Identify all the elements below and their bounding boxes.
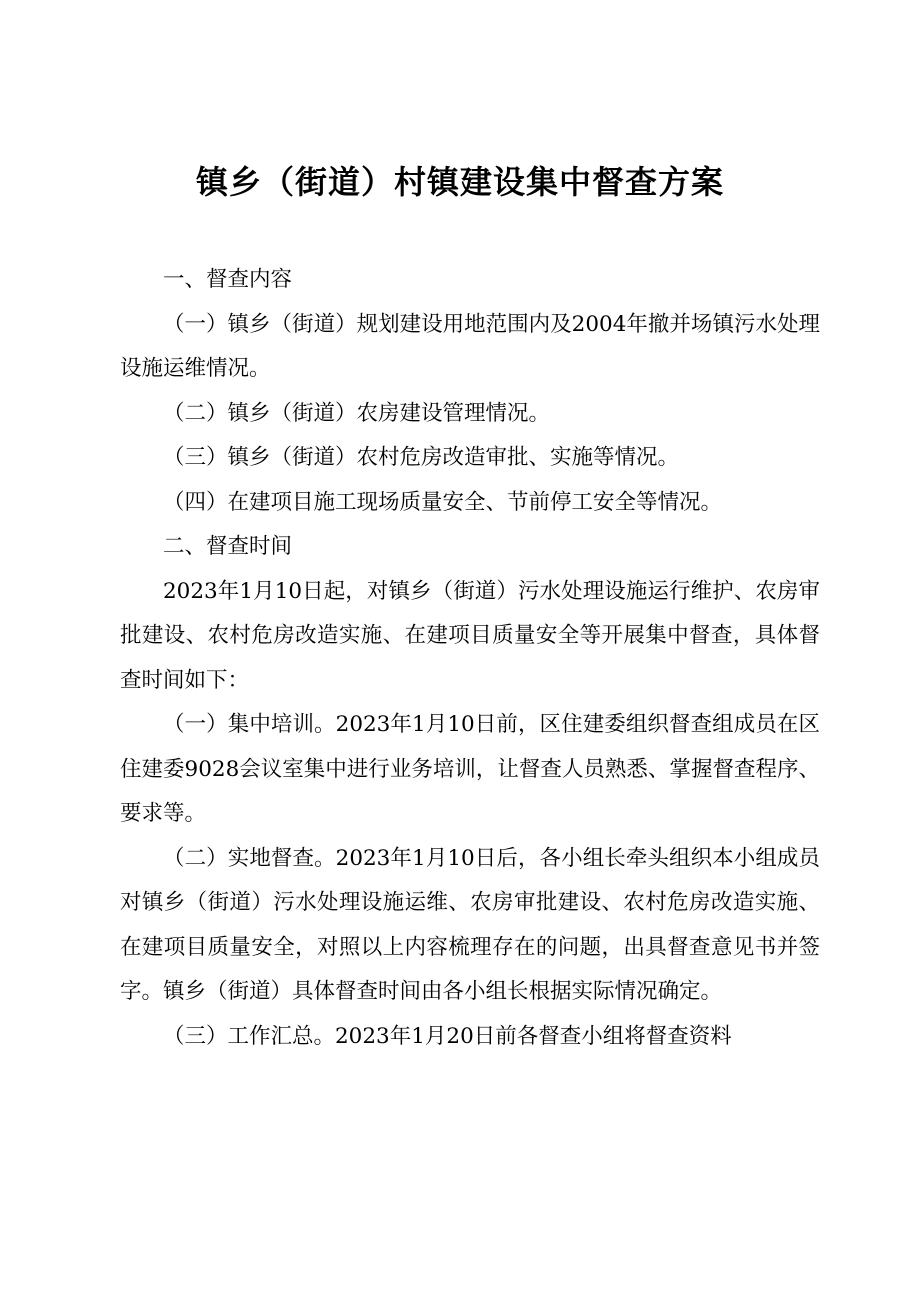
time-item-3: （三）工作汇总。2023年1月20日前各督查小组将督查资料 — [163, 1023, 732, 1049]
time-intro-paragraph: 2023年1月10日起，对镇乡（街道）污水处理设施运行维护、农房审批建设、农村危房改造实施、在建项目质量安全等开展集中督查，具体督查时间如下： — [120, 578, 820, 693]
section-heading-time: 二、督查时间 — [163, 534, 293, 559]
content-item-3: （三）镇乡（街道）农村危房改造审批、实施等情况。 — [163, 445, 680, 470]
content-item-4: （四）在建项目施工现场质量安全、节前停工安全等情况。 — [163, 489, 723, 515]
content-item-1: （一）镇乡（街道）规划建设用地范围内及2004年撤并场镇污水处理设施运维情况。 — [120, 311, 820, 381]
section-heading-content: 一、督查内容 — [163, 267, 293, 292]
document-title: 镇乡（街道）村镇建设集中督查方案 — [195, 163, 724, 201]
content-item-2: （二）镇乡（街道）农房建设管理情况。 — [163, 400, 551, 426]
document-body — [120, 258, 820, 1059]
time-item-1: （一）集中培训。2023年1月10日前，区住建委组织督查组成员在区住建委9028会议室集中进行业务培训，让督查人员熟悉、掌握督查程序、要求等。 — [120, 712, 820, 826]
time-item-2: （二）实地督查。2023年1月10日后，各小组长牵头组织本小组成员对镇乡（街道）污水处理设施运维、农房审批建设、农村危房改造实施、在建项目质量安全，对照以上内容梳理存在的问题，出具督查意见书并签字。镇乡（街道）具体督查时间由各小组长根据实际情况确定。 — [120, 845, 820, 1004]
